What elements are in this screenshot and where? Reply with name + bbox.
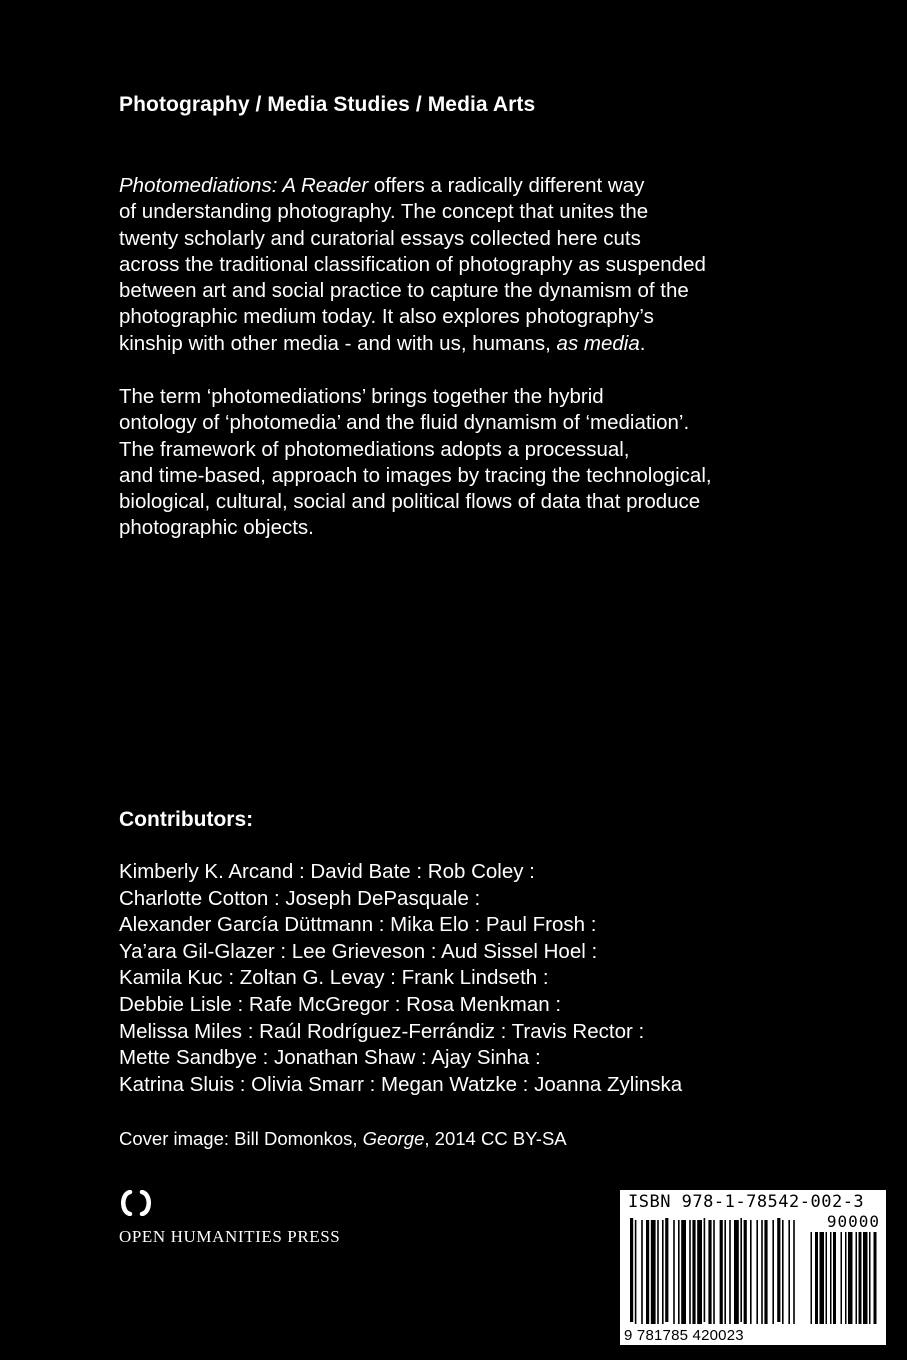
publisher-name: OPEN HUMANITIES PRESS [119, 1227, 341, 1246]
barcode-bar [646, 1220, 649, 1324]
parentheses-logo-icon [118, 1190, 154, 1216]
barcode-addon-bar [856, 1232, 858, 1324]
description-line: ontology of ‘photomedia’ and the fluid dynamism of ‘mediation’. [119, 411, 690, 435]
isbn-label: ISBN 978-1-78542-002-3 [628, 1192, 865, 1212]
barcode-bar [665, 1218, 668, 1322]
barcode-bar [673, 1220, 675, 1324]
barcode-addon-bar [811, 1232, 813, 1324]
barcode-bar [697, 1220, 702, 1324]
barcode-bar [729, 1220, 731, 1324]
description-paragraph-1 [119, 173, 799, 357]
barcode-bar [764, 1220, 767, 1324]
contributors-list [119, 859, 682, 1098]
barcode-bar [720, 1220, 723, 1324]
artwork-title: George [362, 1128, 425, 1149]
barcode-bar [777, 1218, 780, 1322]
barcode-addon-bar [830, 1232, 832, 1324]
barcode-addon-bar [833, 1232, 836, 1324]
barcode-bar [734, 1220, 739, 1324]
barcode-bar [713, 1220, 715, 1324]
barcode-bar [756, 1220, 758, 1324]
barcode-bar [740, 1218, 742, 1322]
contributors-line: Charlotte Cotton : Joseph DePasquale : [119, 886, 481, 910]
barcode-bar [793, 1220, 795, 1324]
barcode-bar [724, 1220, 726, 1324]
description-line: between art and social practice to capture the dynamism of the [119, 279, 689, 303]
contributors-line: Ya’ara Gil-Glazer : Lee Grieveson : Aud Sissel Hoel : [119, 939, 598, 963]
ean-digits: 9 781785 420023 [624, 1327, 744, 1344]
barcode-bar [744, 1220, 747, 1324]
book-title: Photomediations: A Reader [119, 174, 369, 197]
contributors-line: Kimberly K. Arcand : David Bate : Rob Coley : [119, 860, 535, 883]
barcode-bar [750, 1220, 752, 1324]
barcode-addon-bar [820, 1232, 825, 1324]
contributors-line: Kamila Kuc : Zoltan G. Levay : Frank Lindseth : [119, 966, 549, 990]
barcode-bar [692, 1220, 695, 1324]
barcode-bar [761, 1220, 763, 1324]
description-line: across the traditional classification of photography as suspended [119, 252, 706, 276]
contributors-line: Melissa Miles : Raúl Rodríguez-Ferrándiz : Travis Rector : [119, 1019, 645, 1043]
price-code: 90000 [826, 1212, 880, 1231]
barcode-bar [678, 1220, 680, 1324]
description-line: The term ‘photomediations’ brings together the hybrid [119, 385, 604, 408]
barcode-bars [628, 1214, 880, 1340]
description-paragraph-2 [119, 384, 799, 542]
description-line: photographic medium today. It also explores photography’s [119, 305, 654, 329]
barcode-bar [635, 1220, 637, 1324]
isbn-barcode [620, 1190, 886, 1345]
barcode-bar [788, 1220, 790, 1324]
barcode-bar [681, 1220, 686, 1324]
description-line: of understanding photography. The concept that unites the [119, 200, 649, 224]
barcode-addon-bar [815, 1232, 818, 1324]
contributors-line: Mette Sandbye : Jonathan Shaw : Ajay Sinha : [119, 1046, 541, 1070]
barcode-addon-bar [845, 1232, 847, 1324]
barcode-bar [772, 1220, 774, 1324]
description-line: Photomediations: A Reader offers a radically different way [119, 174, 645, 197]
barcode-addon-bar [859, 1232, 862, 1324]
cover-image-credit: Cover image: Bill Domonkos, George, 2014 CC BY-SA [119, 1128, 567, 1149]
description-line: The framework of photomediations adopts a processual, [119, 437, 630, 461]
barcode-addon-bar [841, 1232, 843, 1324]
barcode-bar [689, 1220, 691, 1324]
barcode-addon-bar [863, 1232, 868, 1324]
barcode-addon-bar [826, 1232, 828, 1324]
description-line: and time-based, approach to images by tracing the technological, [119, 463, 712, 487]
description-line: twenty scholarly and curatorial essays collected here cuts [119, 226, 641, 250]
description-line: kinship with other media - and with us, humans, as media. [119, 331, 646, 355]
barcode-addon-bar [848, 1232, 853, 1324]
barcode-bar [641, 1220, 643, 1324]
barcode-bar [782, 1220, 784, 1324]
barcode-addon-bar [874, 1232, 877, 1324]
barcode-addon-bar [869, 1232, 871, 1324]
barcode-bar [651, 1220, 656, 1324]
barcode-bar [630, 1218, 633, 1322]
contributors-line: Katrina Sluis : Olivia Smarr : Megan Watzke : Joanna Zylinska [119, 1072, 683, 1096]
contributors-heading: Contributors: [119, 808, 254, 831]
barcode-bar [662, 1220, 664, 1324]
barcode-bar [708, 1220, 711, 1324]
description-line: photographic objects. [119, 516, 314, 540]
barcode-bar [704, 1218, 706, 1322]
subject-category: Photography / Media Studies / Media Arts [119, 93, 536, 116]
barcode-bar [657, 1220, 659, 1324]
contributors-line: Alexander García Düttmann : Mika Elo : Paul Frosh : [119, 913, 597, 937]
description-line: biological, cultural, social and political flows of data that produce [119, 490, 701, 514]
contributors-line: Debbie Lisle : Rafe McGregor : Rosa Menkman : [119, 992, 562, 1016]
